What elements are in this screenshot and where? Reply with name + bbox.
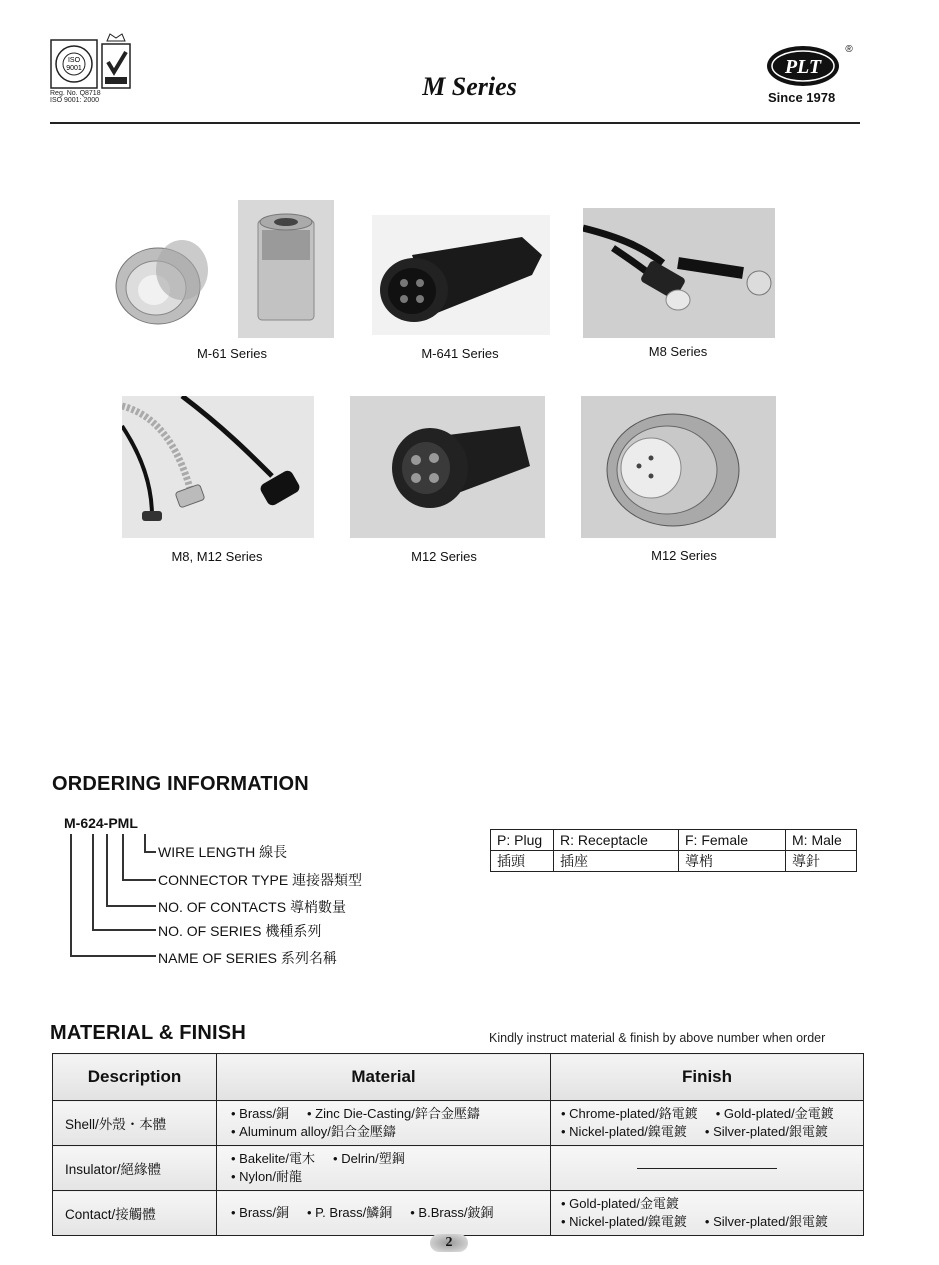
caption-m641: M-641 Series [421, 346, 499, 361]
key-receptacle-en: R: Receptacle [554, 830, 679, 851]
header-divider [50, 122, 860, 124]
finish-shell [551, 1101, 864, 1146]
material-shell-2: • Zinc Die-Casting/鋅合金壓鑄 [307, 1106, 480, 1121]
key-plug-en: P: Plug [491, 830, 554, 851]
material-insulator-1: • Bakelite/電木 [231, 1151, 316, 1166]
label-wire-length: WIRE LENGTH 線長 [158, 844, 288, 860]
key-receptacle-zh: 插座 [554, 851, 679, 872]
cert-iso-standard: ISO 9001: 2000 [50, 97, 100, 104]
key-row-english [491, 830, 857, 851]
material-note: Kindly instruct material & finish by above number when order [489, 1031, 826, 1045]
header-material: Material [217, 1054, 551, 1101]
finish-contact-1: • Gold-plated/金電鍍 [561, 1196, 679, 1211]
product-photo-m12-plug [350, 396, 545, 538]
logo-text: PLT [784, 56, 822, 78]
material-shell-1: • Brass/銅 [231, 1106, 290, 1121]
label-connector-type: CONNECTOR TYPE 連接器類型 [158, 872, 363, 888]
ordering-code: M-624-PML [64, 815, 138, 831]
svg-text:ISO: ISO [67, 57, 81, 64]
finish-contact-3: • Silver-plated/銀電鍍 [704, 1214, 828, 1229]
material-insulator [217, 1146, 551, 1191]
tree-line-wire-length-v2 [144, 834, 146, 852]
tree-line-wire-length-v [122, 834, 124, 880]
material-heading: MATERIAL & FINISH [50, 1022, 246, 1044]
tree-line-series-v [92, 834, 94, 930]
page-title: M Series [422, 72, 517, 101]
caption-m61: M-61 Series [196, 346, 268, 361]
cert-reg-number: Reg. No. Q8718 [50, 90, 101, 97]
material-contact-1: • Brass/銅 [231, 1205, 290, 1220]
key-female-en: F: Female [679, 830, 786, 851]
header-finish: Finish [551, 1054, 864, 1101]
finish-insulator [551, 1146, 864, 1191]
material-shell [217, 1101, 551, 1146]
finish-shell-2: • Gold-plated/金電鍍 [715, 1106, 834, 1121]
page-number: 2 [430, 1234, 468, 1252]
header-description: Description [53, 1054, 217, 1101]
ordering-heading: ORDERING INFORMATION [52, 773, 309, 795]
product-photo-m12-receptacle [581, 396, 776, 538]
tree-line-series-h [92, 929, 156, 931]
finish-shell-1: • Chrome-plated/鉻電鍍 [561, 1106, 698, 1121]
product-photo-m8 [583, 208, 775, 338]
product-photo-m641 [372, 215, 550, 335]
table-row-insulator [53, 1146, 864, 1191]
desc-contact: Contact/接觸體 [53, 1191, 217, 1236]
material-table-header [53, 1054, 864, 1101]
table-row-shell [53, 1101, 864, 1146]
key-female-zh: 導梢 [679, 851, 786, 872]
connector-key-table [490, 829, 857, 872]
material-insulator-2: • Delrin/塑鋼 [333, 1151, 405, 1166]
finish-shell-4: • Silver-plated/銀電鍍 [704, 1124, 828, 1139]
finish-contact-2: • Nickel-plated/鎳電鍍 [561, 1214, 687, 1229]
material-contact-2: • P. Brass/鱗銅 [307, 1205, 393, 1220]
svg-text:9001: 9001 [66, 65, 82, 72]
desc-shell: Shell/外殼・本體 [53, 1101, 217, 1146]
label-name-of-series: NAME OF SERIES 系列名稱 [158, 950, 337, 966]
material-shell-3: • Aluminum alloy/鋁合金壓鑄 [231, 1124, 396, 1139]
plt-logo [765, 42, 853, 92]
tree-line-connector-h [122, 879, 156, 881]
product-photo-m8-m12 [122, 396, 314, 538]
key-male-zh: 導針 [786, 851, 857, 872]
tree-line-contacts-v [106, 834, 108, 906]
desc-insulator: Insulator/絕緣體 [53, 1146, 217, 1191]
table-row-contact [53, 1191, 864, 1236]
label-no-of-contacts: NO. OF CONTACTS 導梢數量 [158, 899, 346, 915]
caption-m8-m12: M8, M12 Series [171, 549, 263, 564]
material-finish-table [52, 1053, 864, 1236]
material-contact [217, 1191, 551, 1236]
tree-line-name-v [70, 834, 72, 956]
caption-m12-plug: M12 Series [411, 549, 477, 564]
label-no-of-series: NO. OF SERIES 機種系列 [158, 923, 322, 939]
key-male-en: M: Male [786, 830, 857, 851]
tree-line-contacts-h [106, 905, 156, 907]
material-contact-3: • B.Brass/鈹銅 [410, 1205, 494, 1220]
caption-m8: M8 Series [648, 344, 708, 359]
since-year: Since 1978 [768, 90, 836, 105]
finish-contact [551, 1191, 864, 1236]
material-insulator-3: • Nylon/耐龍 [231, 1169, 303, 1184]
product-photo-m61 [112, 200, 334, 338]
caption-m12-receptacle: M12 Series [651, 548, 717, 563]
key-plug-zh: 插頭 [491, 851, 554, 872]
tree-line-name-h [70, 955, 156, 957]
finish-insulator-none-dash [637, 1168, 777, 1169]
tree-line-wire-length-h [144, 851, 156, 853]
finish-shell-3: • Nickel-plated/鎳電鍍 [561, 1124, 687, 1139]
logo-registered-mark: ® [845, 44, 853, 55]
key-row-chinese [491, 851, 857, 872]
